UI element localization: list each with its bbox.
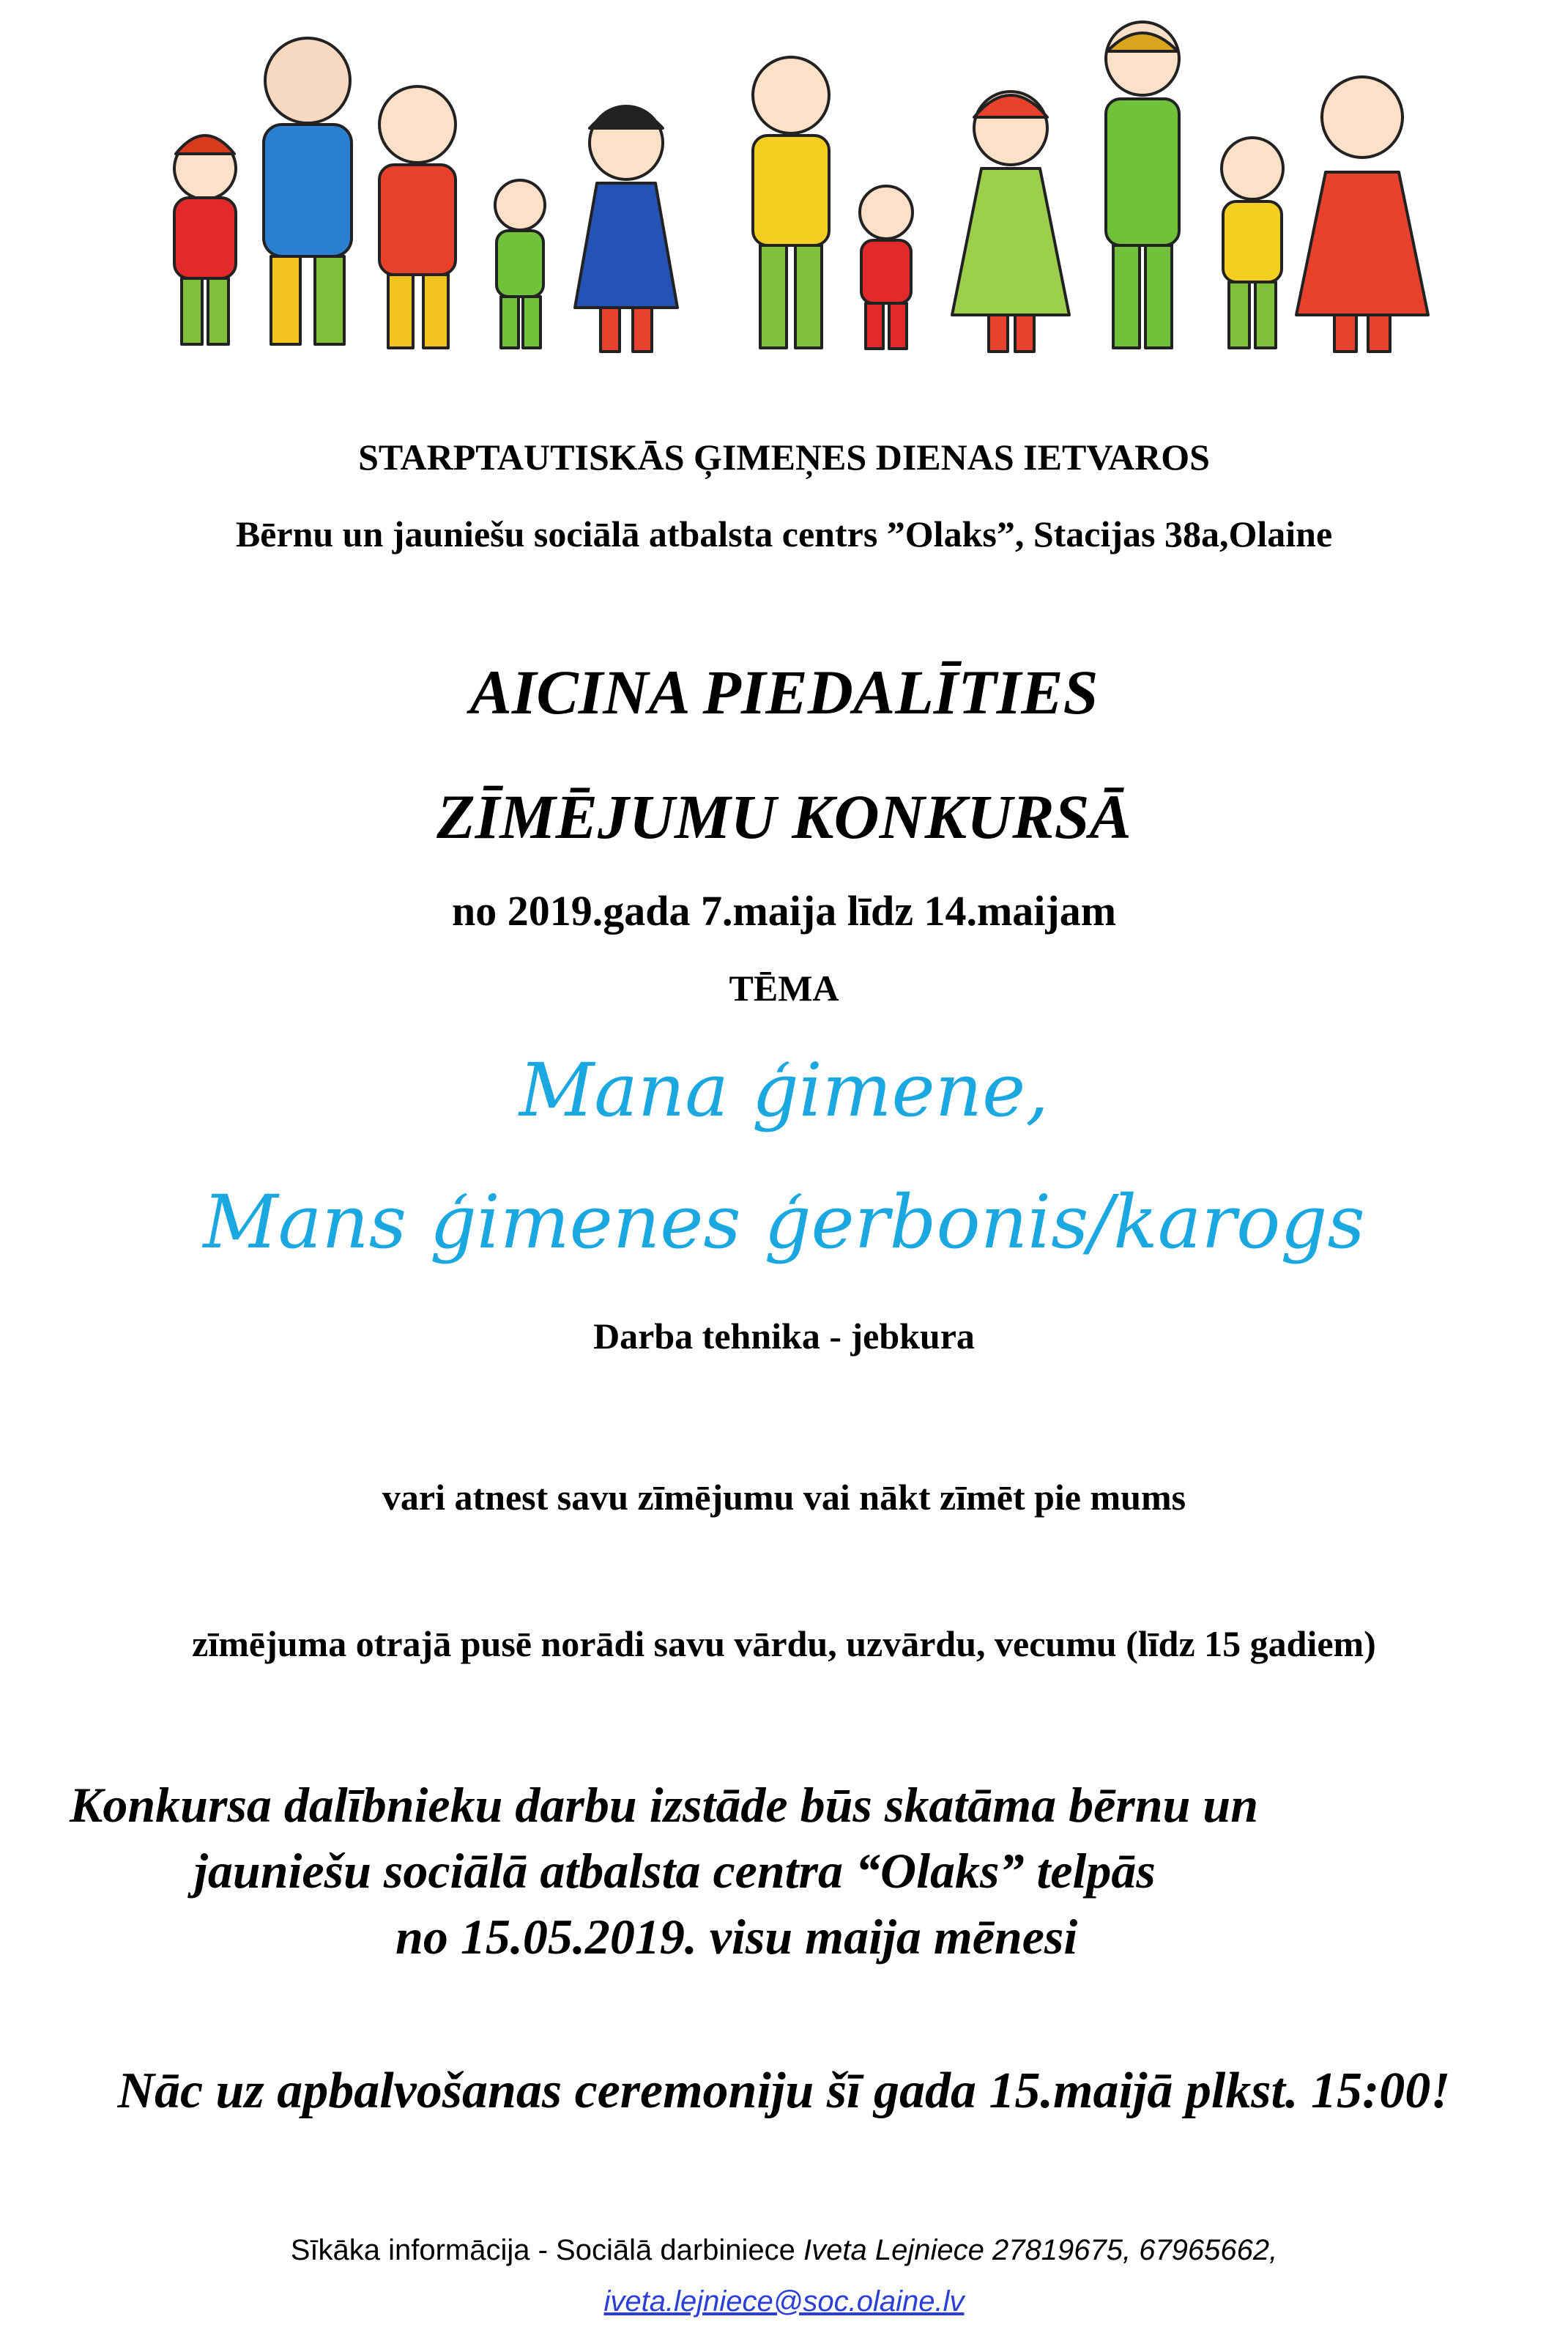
figure-woman-green-dress xyxy=(952,92,1069,352)
figure-grandma-red-dress xyxy=(1296,77,1428,352)
theme-line-2: Mans ģimenes ģerbonis/karogs xyxy=(203,1179,1365,1265)
contact-line xyxy=(0,2234,1568,2267)
technique-line: Darba tehnika - jebkura xyxy=(593,1316,975,1357)
title-line-2: ZĪMĒJUMU KONKURSĀ xyxy=(436,782,1132,852)
exhibition-line-3: no 15.05.2019. visu maija mēnesi xyxy=(395,1909,1078,1965)
title-line-1: AICINA PIEDALĪTIES xyxy=(469,657,1099,727)
figure-boy-red xyxy=(174,136,236,344)
contest-dates: no 2019.gada 7.maija līdz 14.maijam xyxy=(451,887,1117,935)
theme-label: TĒMA xyxy=(729,968,839,1009)
figure-grandpa-blue xyxy=(264,38,352,344)
ceremony-line: Nāc uz apbalvošanas ceremoniju šī gada 15.maijā plkst. 15:00! xyxy=(117,2063,1451,2119)
family-drawing-illustration xyxy=(110,0,1457,381)
figure-child-green xyxy=(495,180,545,348)
figure-girl-blue-dress xyxy=(575,106,677,352)
exhibition-line-2: jauniešu sociālā atbalsta centra “Olaks” telpās xyxy=(194,1843,1156,1899)
instruction-line-1: vari atnest savu zīmējumu vai nākt zīmēt pie mums xyxy=(382,1477,1186,1518)
figure-grandma-red xyxy=(379,86,456,348)
contact-prefix: Sīkāka informācija - Sociālā darbiniece xyxy=(290,2234,804,2266)
contact-email-link[interactable]: iveta.lejniece@soc.olaine.lv xyxy=(603,2285,965,2318)
exhibition-line-1: Konkursa dalībnieku darbu izstāde būs skatāma bērnu un xyxy=(70,1777,1259,1833)
figure-kid-red xyxy=(860,186,913,349)
theme-line-1: Mana ģimene, xyxy=(519,1047,1049,1133)
instruction-line-2: zīmējuma otrajā pusē norādi savu vārdu, uzvārdu, vecumu (līdz 15 gadiem) xyxy=(192,1623,1376,1664)
contact-person: Iveta Lejniece 27819675, 67965662, xyxy=(803,2234,1278,2266)
figure-teen-yellow xyxy=(753,57,829,348)
contact-email-line xyxy=(0,2285,1568,2318)
figure-boy-yellow xyxy=(1222,138,1283,348)
figure-man-green xyxy=(1106,22,1179,348)
event-context-line: STARPTAUTISKĀS ĢIMEŅES DIENAS IETVAROS xyxy=(358,437,1210,478)
organizer-line: Bērnu un jauniešu sociālā atbalsta centrs ”Olaks”, Stacijas 38a,Olaine xyxy=(235,513,1333,554)
